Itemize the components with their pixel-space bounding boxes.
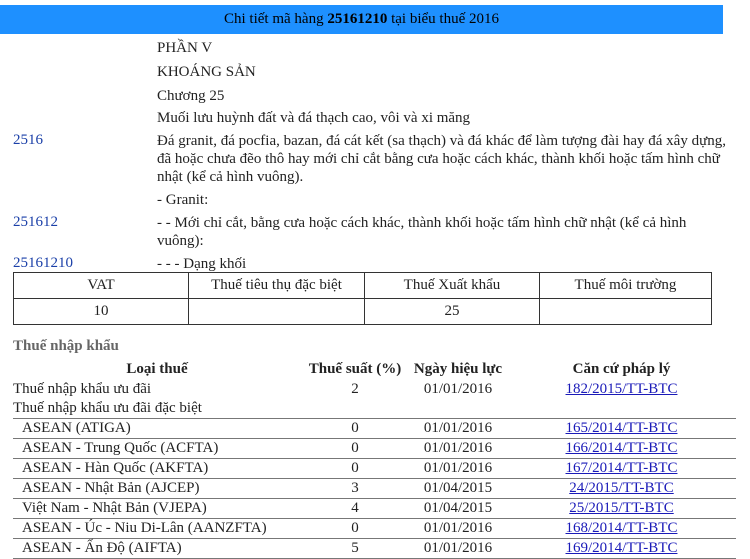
- tax-type: Thuế nhập khẩu ưu đãi đặc biệt: [13, 399, 301, 419]
- subheading-code-description: - - Mới chỉ cắt, bằng cưa hoặc cách khác, thành khối hoặc tấm hình chữ nhật (kể cả hình vuông):: [157, 215, 687, 249]
- table-row: [13, 380, 736, 399]
- table-row: [13, 479, 736, 499]
- import-section-title: Thuế nhập khẩu: [13, 338, 119, 354]
- title-code: 25161210: [327, 11, 388, 27]
- export-value: 25: [365, 299, 540, 325]
- tax-rate: 4: [301, 499, 409, 519]
- legal-basis-cell: [507, 399, 736, 419]
- effective-date: 01/01/2016: [423, 381, 493, 397]
- subheading-description: - Granit:: [157, 192, 209, 208]
- tax-summary-table: [13, 272, 712, 325]
- tax-rate: 0: [301, 419, 409, 439]
- tax-type: Việt Nam - Nhật Bản (VJEPA): [13, 499, 301, 519]
- effective-date: 01/01/2016: [409, 539, 507, 559]
- tax-type: ASEAN - Trung Quốc (ACFTA): [13, 439, 301, 459]
- tax-type: ASEAN (ATIGA): [13, 419, 301, 439]
- legal-basis-link[interactable]: 182/2015/TT-BTC: [565, 381, 678, 397]
- vat-header: VAT: [14, 273, 189, 299]
- item-description: - - - Dạng khối: [157, 256, 247, 272]
- tax-type: ASEAN - Hàn Quốc (AKFTA): [13, 459, 301, 479]
- table-row: [13, 519, 736, 539]
- basis-header: Căn cứ pháp lý: [572, 360, 671, 377]
- effective-date: 01/01/2016: [409, 519, 507, 539]
- tax-rate: 5: [301, 539, 409, 559]
- legal-basis-link[interactable]: 165/2014/TT-BTC: [565, 420, 678, 436]
- environment-value: [540, 299, 712, 325]
- legal-basis-link[interactable]: 166/2014/TT-BTC: [565, 440, 678, 456]
- environment-header: Thuế môi trường: [540, 273, 712, 299]
- subheading-code-link[interactable]: 251612: [13, 214, 58, 230]
- rate-header: Thuế suất (%): [308, 360, 402, 377]
- effective-date: [409, 399, 507, 419]
- tax-type: ASEAN - Ấn Độ (AIFTA): [13, 539, 301, 559]
- chapter-label: Chương 25: [157, 88, 225, 104]
- table-row: [13, 499, 736, 519]
- part-label: PHẦN V: [157, 40, 213, 56]
- part-name: KHOÁNG SẢN: [157, 64, 256, 80]
- legal-basis-link[interactable]: 168/2014/TT-BTC: [565, 520, 678, 536]
- legal-basis-link[interactable]: 24/2015/TT-BTC: [569, 480, 674, 496]
- excise-value: [189, 299, 365, 325]
- tax-rate: 2: [351, 381, 359, 397]
- table-row: [13, 419, 736, 439]
- legal-basis-link[interactable]: 167/2014/TT-BTC: [565, 460, 678, 476]
- tax-rate: 0: [301, 459, 409, 479]
- import-tax-table: [13, 358, 736, 559]
- chapter-name: Muối lưu huỳnh đất và đá thạch cao, vôi và xi măng: [157, 110, 471, 126]
- import-header-row: [13, 358, 736, 380]
- tax-rate: [301, 399, 409, 419]
- export-header: Thuế Xuất khẩu: [365, 273, 540, 299]
- tax-type: Thuế nhập khẩu ưu đãi: [13, 381, 152, 397]
- effective-date: 01/01/2016: [409, 419, 507, 439]
- tax-type: ASEAN - Úc - Niu Di-Lân (AANZFTA): [13, 519, 301, 539]
- tax-value-row: [14, 299, 712, 325]
- title-suffix: tại biểu thuế 2016: [391, 11, 499, 27]
- heading-code-link[interactable]: 2516: [13, 132, 43, 148]
- item-code-link[interactable]: 25161210: [13, 255, 73, 271]
- page-title-bar: [0, 5, 723, 34]
- table-row: [13, 399, 736, 419]
- table-row: [13, 539, 736, 559]
- legal-basis-link[interactable]: 169/2014/TT-BTC: [565, 540, 678, 556]
- vat-value: 10: [14, 299, 189, 325]
- type-header: Loại thuế: [126, 360, 188, 377]
- effective-date: 01/01/2016: [409, 459, 507, 479]
- tax-rate: 3: [301, 479, 409, 499]
- tax-header-row: [14, 273, 712, 299]
- legal-basis-link[interactable]: 25/2015/TT-BTC: [569, 500, 674, 516]
- effective-date: 01/04/2015: [409, 499, 507, 519]
- heading-description: Đá granit, đá pocfia, bazan, đá cát kết (sa thạch) và đá khác để làm tượng đài hay đá xây dựng, đã hoặc chưa đẽo thô hay mới chỉ cắt bằng cưa hoặc cách khác, thành khối hoặc tấm hình chữ nhật (kể cả hình vuông).: [157, 133, 726, 185]
- excise-header: Thuế tiêu thụ đặc biệt: [189, 273, 365, 299]
- title-prefix: Chi tiết mã hàng: [224, 11, 324, 27]
- date-header: Ngày hiệu lực: [413, 360, 503, 377]
- effective-date: 01/04/2015: [409, 479, 507, 499]
- table-row: [13, 459, 736, 479]
- tax-rate: 0: [301, 519, 409, 539]
- effective-date: 01/01/2016: [409, 439, 507, 459]
- table-row: [13, 439, 736, 459]
- tax-rate: 0: [301, 439, 409, 459]
- tax-type: ASEAN - Nhật Bản (AJCEP): [13, 479, 301, 499]
